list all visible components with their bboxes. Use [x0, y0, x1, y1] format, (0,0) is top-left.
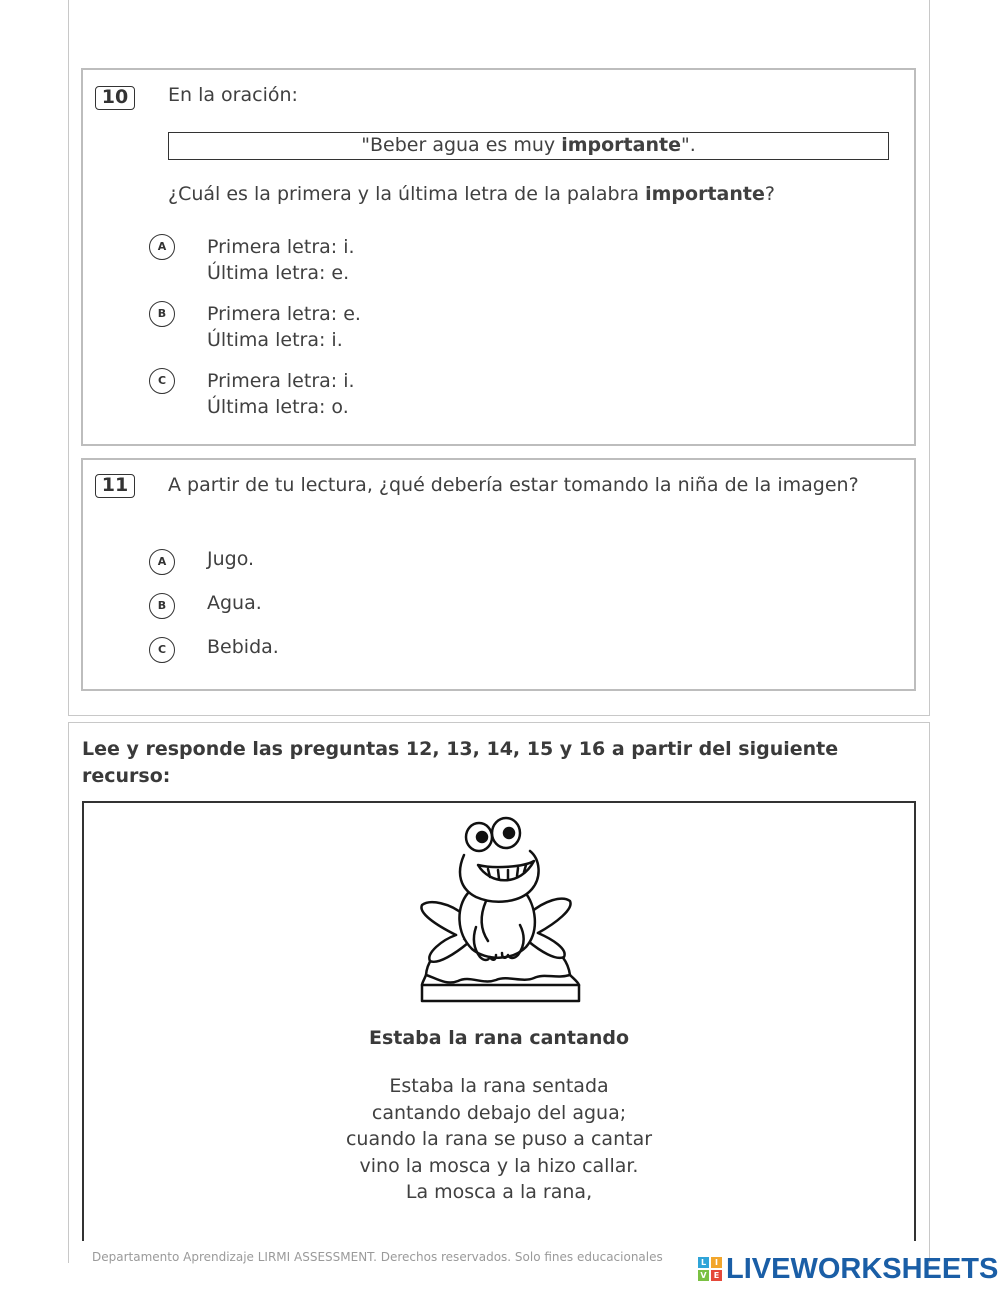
- poem-line: Estaba la rana sentada: [389, 1075, 609, 1097]
- question-intro: En la oración:: [168, 84, 298, 106]
- logo-tile: E: [711, 1270, 722, 1281]
- question-10-box: [81, 68, 916, 446]
- poem-line: La mosca a la rana,: [405, 1181, 593, 1203]
- option-b-circle[interactable]: B: [149, 593, 175, 619]
- option-a-text: Primera letra: i. Última letra: e.: [207, 236, 355, 284]
- logo-tile: L: [698, 1257, 709, 1268]
- option-c-circle[interactable]: C: [149, 368, 175, 394]
- option-c-text: Primera letra: i. Última letra: o.: [207, 370, 355, 418]
- logo-tile: I: [711, 1257, 722, 1268]
- logo-tiles-icon: [698, 1257, 722, 1281]
- copyright-notice: Departamento Aprendizaje LIRMI ASSESSMENT. Derechos reservados. Solo fines educacionales: [92, 1250, 663, 1264]
- option-a-text: Jugo.: [207, 548, 255, 570]
- example-sentence: "Beber agua es muy importante".: [168, 132, 889, 160]
- question-text: A partir de tu lectura, ¿qué debería estar tomando la niña de la imagen?: [168, 474, 859, 496]
- option-c-circle[interactable]: C: [149, 637, 175, 663]
- liveworksheets-logo[interactable]: [698, 1253, 998, 1285]
- question-text: ¿Cuál es la primera y la última letra de la palabra importante?: [168, 183, 775, 205]
- question-number: 10: [95, 86, 135, 110]
- option-a-circle[interactable]: A: [149, 549, 175, 575]
- section-instructions: Lee y responde las preguntas 12, 13, 14, 15 y 16 a partir del siguiente recurso:: [82, 738, 839, 787]
- option-a-circle[interactable]: A: [149, 234, 175, 260]
- option-c-text: Bebida.: [207, 636, 279, 658]
- poem-line: cantando debajo del agua;: [371, 1101, 627, 1124]
- option-b-circle[interactable]: B: [149, 301, 175, 327]
- option-b-text: Primera letra: e. Última letra: i.: [207, 303, 361, 351]
- option-b-text: Agua.: [207, 592, 262, 614]
- logo-tile: V: [698, 1270, 709, 1281]
- reading-resource: [82, 801, 916, 1241]
- poem-title: Estaba la rana cantando: [368, 1027, 630, 1049]
- question-11-box: [81, 458, 916, 691]
- brand-name: LIVEWORKSHEETS: [726, 1252, 999, 1285]
- poem-body: [84, 1073, 914, 1206]
- poem-line: vino la mosca y la hizo callar.: [359, 1154, 639, 1177]
- frog-illustration: [416, 815, 586, 1005]
- question-number: 11: [95, 474, 135, 498]
- poem-line: cuando la rana se puso a cantar: [345, 1128, 653, 1150]
